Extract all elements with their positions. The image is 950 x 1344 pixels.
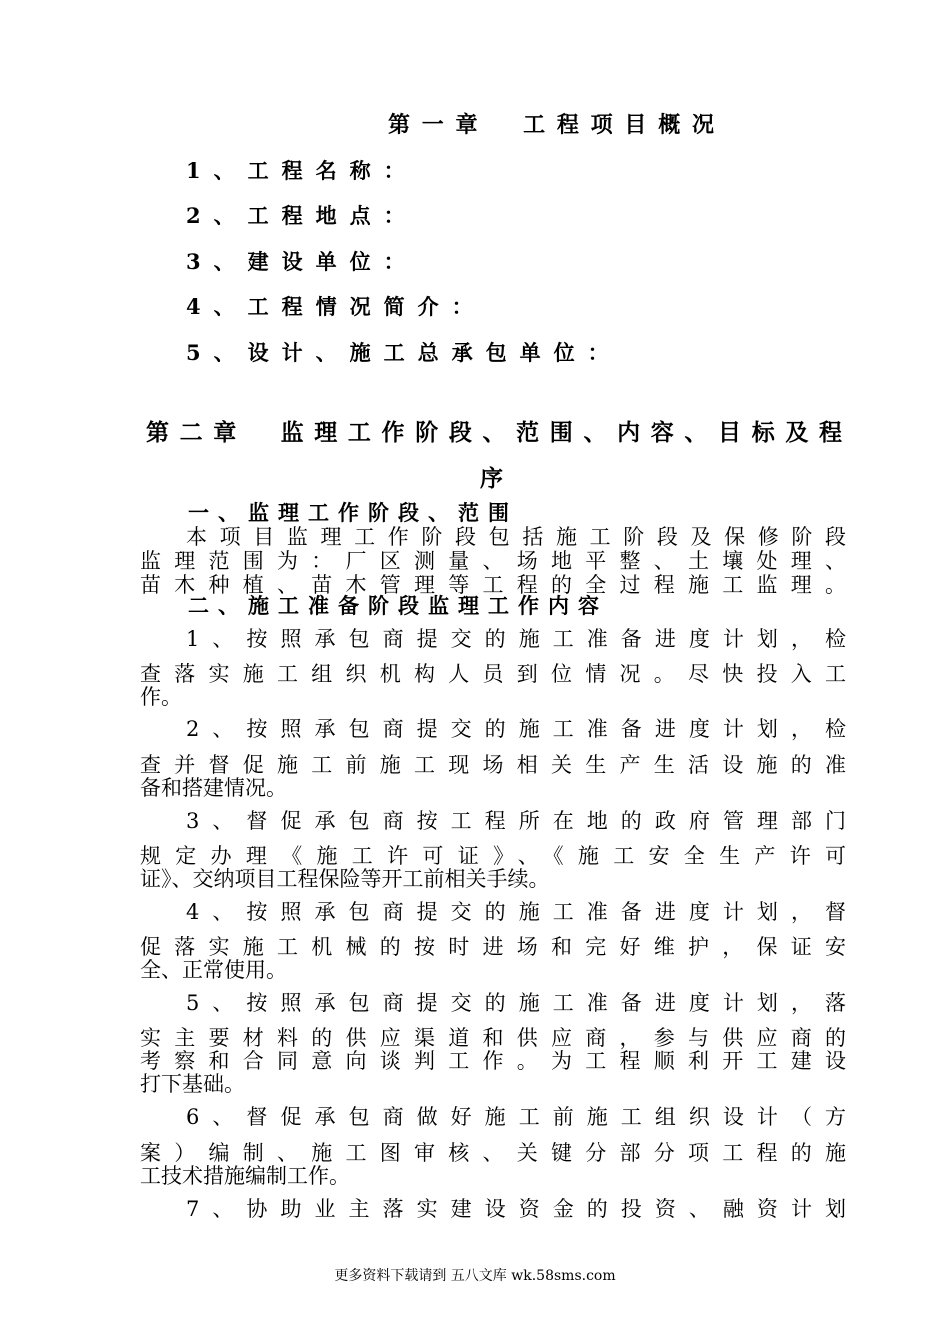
paragraph-line: 规定办理《施工许可证》、《施工安全生产许可: [140, 844, 846, 868]
paragraph-line: 7、协助业主落实建设资金的投资、融资计划: [186, 1197, 846, 1221]
paragraph-line: 1、按照承包商提交的施工准备进度计划，检: [186, 627, 846, 651]
paragraph-line: 工技术措施编制工作。: [140, 1164, 350, 1188]
section2-heading: 二、施工准备阶段监理工作内容: [188, 593, 608, 618]
paragraph-line: 备和搭建情况。: [140, 776, 287, 800]
paragraph-line: 促落实施工机械的按时进场和完好维护，保证安: [140, 935, 846, 959]
paragraph-line: 打下基础。: [140, 1072, 245, 1096]
paragraph-line: 3、督促承包商按工程所在地的政府管理部门: [186, 809, 846, 833]
paragraph-line: 查落实施工组织机构人员到位情况。尽快投入工: [140, 662, 846, 686]
section1-heading: 一、监理工作阶段、范围: [188, 500, 518, 525]
paragraph-line: 全、正常使用。: [140, 958, 287, 982]
section1-line: 苗木种植、苗木管理等工程的全过程施工监理。: [140, 573, 846, 597]
paragraph-line: 4、按照承包商提交的施工准备进度计划，督: [186, 900, 846, 924]
chapter1-item-5: 5、设计、施工总承包单位：: [186, 340, 622, 365]
chapter2-title-line1: 第二章 监理工作阶段、范围、内容、目标及程: [146, 419, 842, 446]
section1-line: 监理范围为：厂区测量、场地平整、土壤处理、: [140, 549, 846, 573]
footer-text: 更多资料下载请到 五八文库 wk.58sms.com: [334, 1268, 616, 1284]
paragraph-line: 2、按照承包商提交的施工准备进度计划，检: [186, 717, 846, 741]
paragraph-line: 考察和合同意向谈判工作。为工程顺利开工建设: [140, 1049, 846, 1073]
chapter1-title: 第一章 工程项目概况: [388, 112, 714, 138]
paragraph-line: 5、按照承包商提交的施工准备进度计划，落: [186, 991, 846, 1015]
section1-line: 本项目监理工作阶段包括施工阶段及保修阶段: [186, 525, 846, 549]
paragraph-line: 证》、交纳项目工程保险等开工前相关手续。: [140, 867, 550, 891]
paragraph-line: 6、督促承包商做好施工前施工组织设计（方: [186, 1105, 846, 1129]
chapter1-item-2: 2、工程地点：: [186, 203, 418, 228]
chapter2-title-line2: 序: [480, 465, 503, 492]
chapter1-item-4: 4、工程情况简介：: [186, 294, 486, 319]
paragraph-line: 查并督促施工前施工现场相关生产生活设施的准: [140, 753, 846, 777]
chapter1-item-3: 3、建设单位：: [186, 249, 418, 274]
paragraph-line: 作。: [140, 685, 182, 709]
paragraph-line: 案）编制、施工图审核、关键分部分项工程的施: [140, 1141, 846, 1165]
paragraph-line: 实主要材料的供应渠道和供应商，参与供应商的: [140, 1026, 846, 1050]
chapter1-item-1: 1、工程名称：: [186, 158, 418, 183]
